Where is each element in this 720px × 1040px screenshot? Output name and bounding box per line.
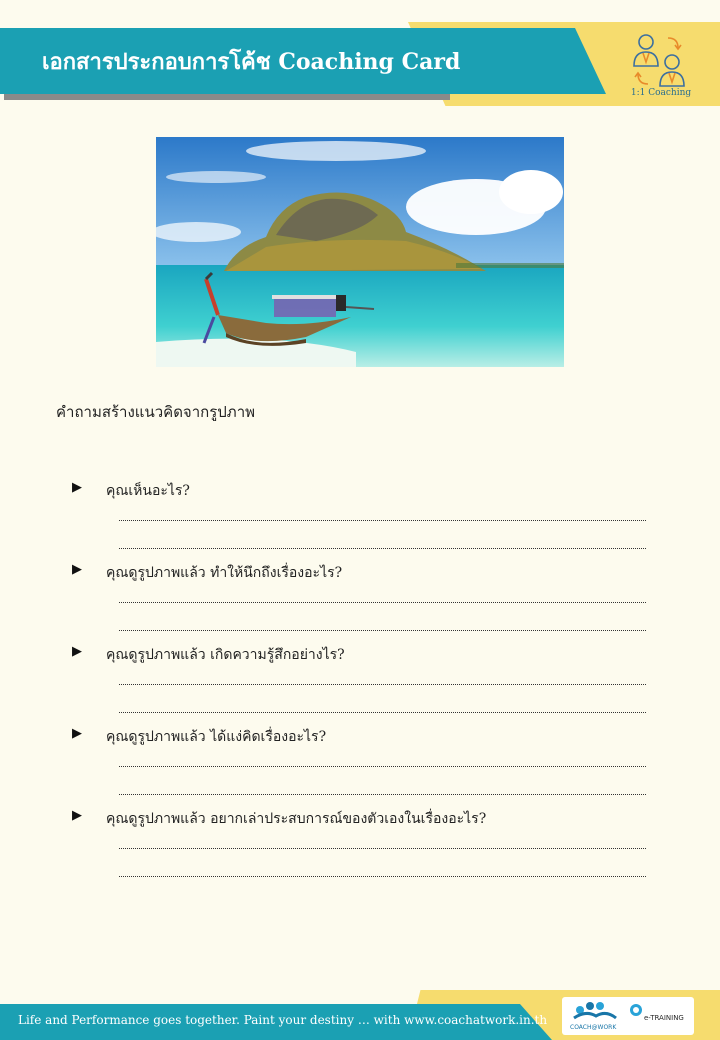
question-text: คุณดูรูปภาพแล้ว ได้แง่คิดเรื่องอะไร? (106, 729, 327, 745)
page-title: เอกสารประกอบการโค้ช Coaching Card (42, 49, 461, 75)
play-triangle-icon: ▶ (72, 644, 82, 659)
coaching-badge-label: 1:1 Coaching (630, 88, 692, 98)
one-on-one-coaching-icon (628, 32, 690, 88)
answer-line[interactable] (119, 712, 646, 713)
question-text: คุณดูรูปภาพแล้ว ทำให้นึกถึงเรื่องอะไร? (106, 565, 343, 581)
play-triangle-icon: ▶ (72, 808, 82, 823)
answer-line[interactable] (119, 766, 646, 767)
answer-line[interactable] (119, 630, 646, 631)
answer-line[interactable] (119, 876, 646, 877)
play-triangle-icon: ▶ (72, 562, 82, 577)
question-text: คุณดูรูปภาพแล้ว เกิดความรู้สึกอย่างไร? (106, 647, 345, 663)
e-training-logo-text: e-TRAINING (644, 1014, 684, 1022)
e-training-logo (626, 1000, 690, 1032)
answer-line[interactable] (119, 548, 646, 549)
beach-boat-photo (156, 137, 564, 367)
play-triangle-icon: ▶ (72, 726, 82, 741)
answer-line[interactable] (119, 684, 646, 685)
answer-line[interactable] (119, 520, 646, 521)
answer-line[interactable] (119, 848, 646, 849)
coachatwork-logo-text: COACH@WORK (570, 1024, 617, 1031)
answer-line[interactable] (119, 602, 646, 603)
question-text: คุณดูรูปภาพแล้ว อยากเล่าประสบการณ์ของตัวเองในเรื่องอะไร? (106, 811, 487, 827)
footer-tagline: Life and Performance goes together. Paint your destiny … with www.coachatwork.in.th (18, 1013, 548, 1027)
question-text: คุณเห็นอะไร? (106, 483, 190, 499)
coachatwork-logo (566, 998, 626, 1034)
answer-line[interactable] (119, 794, 646, 795)
play-triangle-icon: ▶ (72, 480, 82, 495)
questions-heading: คำถามสร้างแนวคิดจากรูปภาพ (56, 403, 255, 421)
